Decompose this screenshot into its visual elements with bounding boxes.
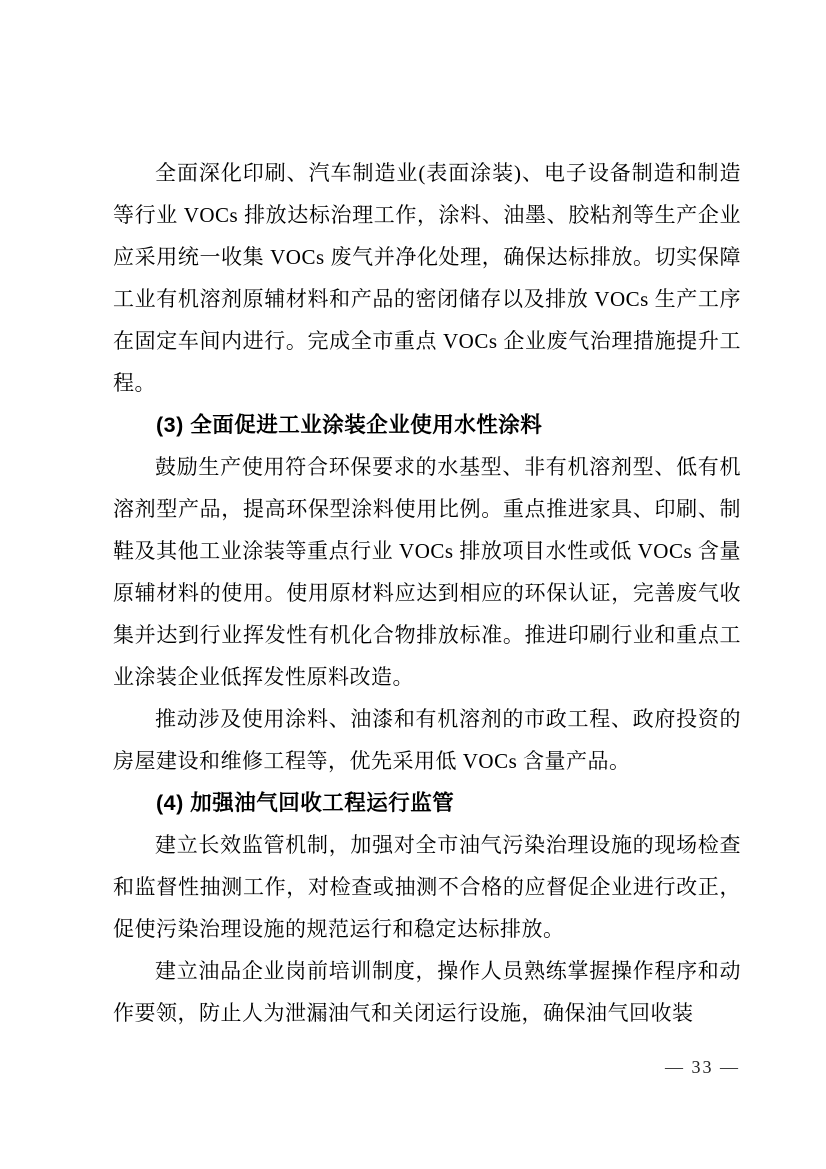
paragraph-municipal-projects: 推动涉及使用涂料、油漆和有机溶剂的市政工程、政府投资的房屋建设和维修工程等，优先采用低 VOCs 含量产品。 xyxy=(113,707,741,773)
paragraph-supervision-mechanism: 建立长效监管机制，加强对全市油气污染治理设施的现场检查和监督性抽测工作，对检查或抽测不合格的应督促企业进行改正，促使污染治理设施的规范运行和稳定达标排放。 xyxy=(113,833,741,941)
paragraph-vocs-treatment: 全面深化印刷、汽车制造业(表面涂装)、电子设备制造和制造等行业 VOCs 排放达标治理工作，涂料、油墨、胶粘剂等生产企业应采用统一收集 VOCs 废气并净化处理，确保达标排放。切实保障工业有机溶剂原辅材料和产品的密闭储存以及排放 VOCs 生产工序在固定车间内进行。完成全市重点 VOCs 企业废气治理措施提升工程。 xyxy=(113,161,741,395)
document-body xyxy=(113,152,741,1034)
section-heading-4: (4) 加强油气回收工程运行监管 xyxy=(156,791,455,815)
page-number: — 33 — xyxy=(665,1057,740,1077)
paragraph-training-system: 建立油品企业岗前培训制度，操作人员熟练掌握操作程序和动作要领，防止人为泄漏油气和关闭运行设施，确保油气回收装 xyxy=(113,959,741,1025)
paragraph-waterborne-coatings: 鼓励生产使用符合环保要求的水基型、非有机溶剂型、低有机溶剂型产品，提高环保型涂料使用比例。重点推进家具、印刷、制鞋及其他工业涂装等重点行业 VOCs 排放项目水性或低 VOCs 含量原辅材料的使用。使用原材料应达到相应的环保认证，完善废气收集并达到行业挥发性有机化合物排放标准。推进印刷行业和重点工业涂装企业低挥发性原料改造。 xyxy=(113,455,741,689)
section-heading-3: (3) 全面促进工业涂装企业使用水性涂料 xyxy=(156,413,543,437)
